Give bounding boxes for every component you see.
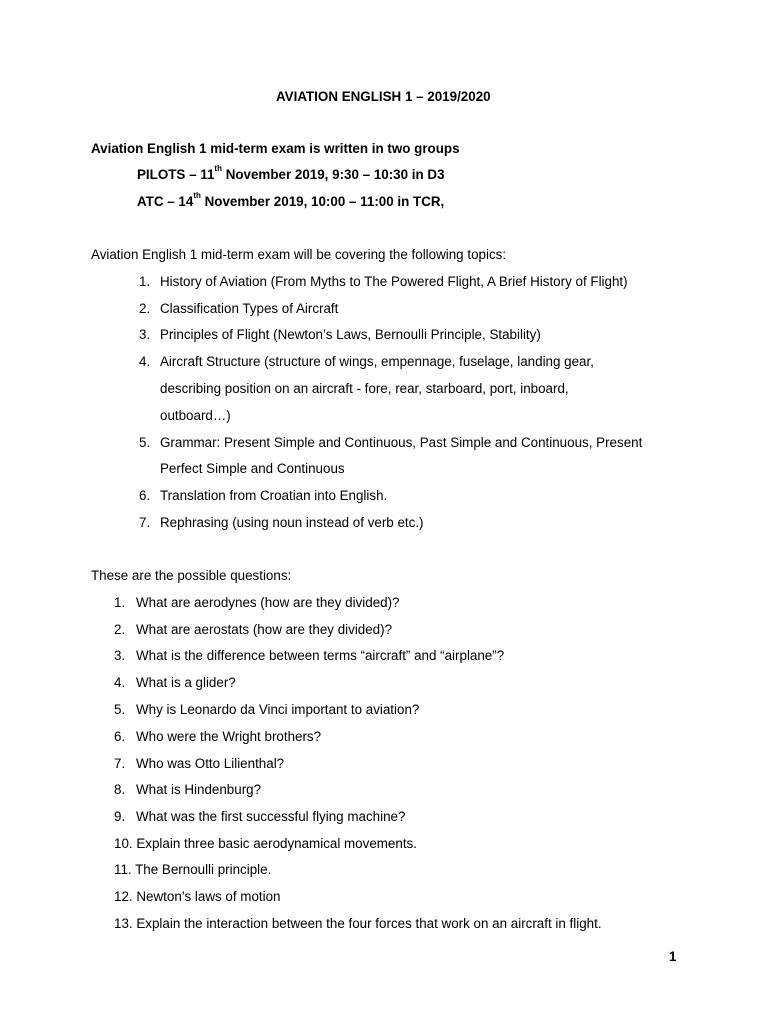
topics-heading: Aviation English 1 mid-term exam will be covering the following topics: — [91, 247, 507, 262]
topic-number: 2. — [139, 301, 151, 316]
question-text: The Bernoulli principle. — [135, 862, 272, 877]
topic-text: Grammar: Present Simple and Continuous, Past Simple and Continuous, Present — [160, 435, 643, 450]
question-item — [114, 729, 321, 745]
topic-text: History of Aviation (From Myths to The Powered Flight, A Brief History of Flight) — [160, 274, 628, 289]
question-text: Newton’s laws of motion — [136, 889, 281, 904]
topic-text: Rephrasing (using noun instead of verb etc.) — [160, 515, 424, 530]
questions-heading: These are the possible questions: — [91, 568, 292, 583]
question-number: 6. — [114, 729, 126, 744]
group-pilots-sup: th — [214, 164, 222, 173]
topic-continuation: outboard…) — [160, 408, 231, 423]
question-number: 11. — [114, 862, 132, 877]
topic-number: 6. — [139, 488, 151, 503]
group-pilots-prefix: PILOTS – 11 — [137, 167, 215, 182]
question-item — [114, 595, 400, 611]
question-number: 3. — [114, 648, 126, 663]
page-number: 1 — [669, 949, 677, 964]
question-text: Explain three basic aerodynamical movements. — [136, 836, 417, 851]
topic-text: Translation from Croatian into English. — [160, 488, 388, 503]
question-item — [114, 889, 281, 905]
question-item — [114, 862, 271, 878]
topic-item — [139, 515, 424, 531]
document-title: AVIATION ENGLISH 1 – 2019/2020 — [276, 89, 491, 104]
question-text: Who were the Wright brothers? — [136, 729, 322, 744]
question-text: What is a glider? — [136, 675, 236, 690]
topic-text: Principles of Flight (Newton’s Laws, Bernoulli Principle, Stability) — [160, 327, 541, 342]
question-number: 4. — [114, 675, 126, 690]
question-number: 12. — [114, 889, 133, 904]
question-item — [114, 782, 261, 798]
topic-item — [139, 354, 594, 370]
group-atc-sup: th — [193, 191, 201, 200]
topic-continuation: Perfect Simple and Continuous — [160, 461, 345, 476]
question-number: 10. — [114, 836, 133, 851]
question-text: What is Hindenburg? — [136, 782, 262, 797]
groups-heading: Aviation English 1 mid-term exam is written in two groups — [91, 141, 460, 156]
topic-number: 7. — [139, 515, 151, 530]
group-atc — [137, 191, 445, 210]
question-number: 1. — [114, 595, 126, 610]
question-number: 5. — [114, 702, 126, 717]
question-text: Explain the interaction between the four forces that work on an aircraft in flight. — [136, 916, 602, 931]
group-atc-rest: November 2019, 10:00 – 11:00 in TCR, — [200, 194, 445, 209]
question-item — [114, 702, 419, 718]
question-item — [114, 622, 392, 638]
question-number: 8. — [114, 782, 126, 797]
question-text: What is the difference between terms “aircraft” and “airplane”? — [136, 648, 505, 663]
topic-continuation: describing position on an aircraft - fore, rear, starboard, port, inboard, — [160, 381, 569, 396]
topic-item — [139, 488, 387, 504]
question-item — [114, 836, 417, 852]
question-item — [114, 809, 405, 825]
topic-item — [139, 274, 628, 290]
topic-number: 1. — [139, 274, 151, 289]
question-number: 2. — [114, 622, 126, 637]
topic-number: 4. — [139, 354, 151, 369]
question-number: 7. — [114, 756, 126, 771]
topic-text: Classification Types of Aircraft — [160, 301, 339, 316]
question-number: 9. — [114, 809, 126, 824]
topic-item — [139, 301, 338, 317]
topic-item — [139, 327, 541, 343]
question-text: What are aerostats (how are they divided)? — [136, 622, 393, 637]
topic-text: Aircraft Structure (structure of wings, empennage, fuselage, landing gear, — [160, 354, 594, 369]
topic-item — [139, 435, 642, 451]
question-item — [114, 916, 602, 932]
topic-number: 3. — [139, 327, 151, 342]
question-text: What are aerodynes (how are they divided)? — [136, 595, 400, 610]
topic-number: 5. — [139, 435, 151, 450]
question-item — [114, 675, 236, 691]
question-text: Why is Leonardo da Vinci important to aviation? — [136, 702, 420, 717]
group-atc-prefix: ATC – 14 — [137, 194, 194, 209]
question-text: What was the first successful flying machine? — [136, 809, 406, 824]
question-item — [114, 756, 284, 772]
question-item — [114, 648, 504, 664]
group-pilots-rest: November 2019, 9:30 – 10:30 in D3 — [221, 167, 445, 182]
question-number: 13. — [114, 916, 133, 931]
question-text: Who was Otto Lilienthal? — [136, 756, 285, 771]
group-pilots — [137, 164, 445, 183]
